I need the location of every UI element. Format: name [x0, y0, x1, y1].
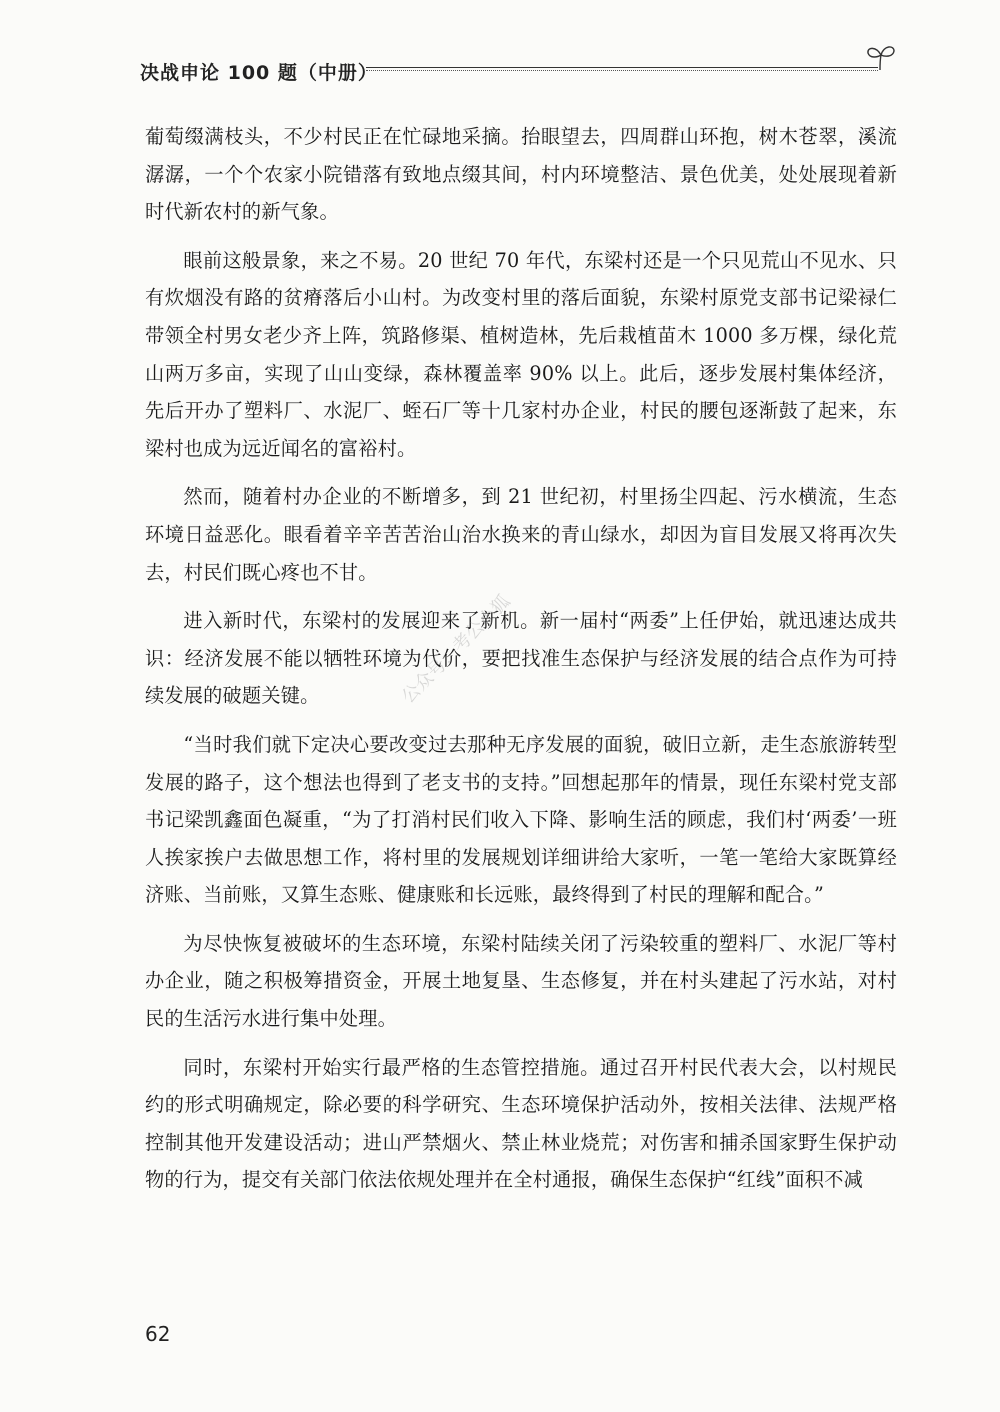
book-title: 决战申论 100 题（中册） [140, 62, 378, 84]
paragraph-5: “当时我们就下定决心要改变过去那种无序发展的面貌，破旧立新，走生态旅游转型发展的路子，这个想法也得到了老支书的支持。”回想起那年的情景，现任东梁村党支部书记梁凯鑫面色凝重，“为了打消村民们收入下降、影响生活的顾虑，我们村‘两委’一班人挨家挨户去做思想工作，将村里的发展规划详细讲给大家听，一笔一笔给大家既算经济账、当前账，又算生态账、健康账和长远账，最终得到了村民的理解和配合。” [145, 732, 897, 907]
sprout-leaf-icon [864, 40, 898, 74]
header-rule-dotted [366, 70, 878, 71]
header-rule-solid [366, 67, 878, 68]
paragraph-7: 同时，东梁村开始实行最严格的生态管控措施。通过召开村民代表大会，以村规民约的形式明确规定，除必要的科学研究、生态环境保护活动外，按相关法律、法规严格控制其他开发建设活动；进山严禁烟火、禁止林业烧荒；对伤害和捕杀国家野生保护动物的行为，提交有关部门依法依规处理并在全村通报，确保生态保护“红线”面积不减 [145, 1055, 897, 1192]
paragraph-1: 葡萄缀满枝头，不少村民正在忙碌地采摘。抬眼望去，四周群山环抱，树木苍翠，溪流潺潺，一个个农家小院错落有致地点缀其间，村内环境整洁、景色优美，处处展现着新时代新农村的新气象。 [145, 125, 897, 224]
watermark: 公众号：考公小狐 [397, 591, 515, 708]
header-rule [366, 67, 892, 70]
paragraph-2: 眼前这般景象，来之不易。20 世纪 70 年代，东梁村还是一个只见荒山不见水、只有炊烟没有路的贫瘠落后小山村。为改变村里的落后面貌，东梁村原党支部书记梁禄仁带领全村男女老少齐上阵，筑路修渠、植树造林，先后栽植苗木 1000 多万棵，绿化荒山两万多亩，实现了山山变绿，森林覆盖率 90% 以上。此后，逐步发展村集体经济，先后开办了塑料厂、水泥厂、蛭石厂等十几家村办企业，村民的腰包逐渐鼓了起来，东梁村也成为远近闻名的富裕村。 [145, 248, 897, 460]
page-header [140, 56, 892, 96]
paragraph-3: 然而，随着村办企业的不断增多，到 21 世纪初，村里扬尘四起、污水横流，生态环境日益恶化。眼看着辛辛苦苦治山治水换来的青山绿水，却因为盲目发展又将再次失去，村民们既心疼也不甘。 [145, 485, 897, 584]
paragraph-6: 为尽快恢复被破坏的生态环境，东梁村陆续关闭了污染较重的塑料厂、水泥厂等村办企业，随之积极筹措资金，开展土地复垦、生态修复，并在村头建起了污水站，对村民的生活污水进行集中处理。 [145, 931, 897, 1031]
article-body [145, 118, 897, 1210]
paragraph-4: 进入新时代，东梁村的发展迎来了新机。新一届村“两委”上任伊始，就迅速达成共识：经济发展不能以牺牲环境为代价，要把找准生态保护与经济发展的结合点作为可持续发展的破题关键。 [145, 609, 897, 708]
page-number: 62 [145, 1322, 171, 1346]
